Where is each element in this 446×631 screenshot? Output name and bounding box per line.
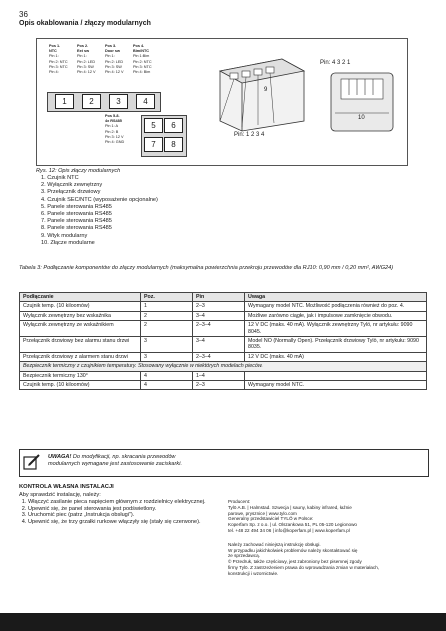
- table-row: Czujnik temp. (10 kiloomów) 4 2–3 Wymagany model NTC.: [20, 381, 427, 390]
- pin-description-pos1: Pos 1. NTC Pin 1: Pin 2: NTC Pin 3: NTC Pin 4:: [49, 44, 68, 75]
- list-item: 7. Panele sterowania RS485: [41, 218, 112, 225]
- pin-description-rs485: Pos 5-8. 4x RS485 Pin 1: A Pin 2: B Pin 3: 12 V Pin 4: GND: [105, 114, 125, 145]
- producer-info: Producent: Tylö A.B. | Halmstad. Szwecja | sauny, kabiny infrared, łaźnie parowe, prysznice | www.tylo.com Generalny przedstawiciel TYLÖ w Polsce: Koperfam Sp. z o.o. | ul. Olszankowa 51, PL 05-120 Legionowo tel. +48 22 494 34 06 | info@koperfam.pl | www.koperfam.pl Należy zachować niniejszą instrukcję obsługi. W przypadku jakichkolwiek problemów należy skontaktować się ze sprzedawcą. © Przedruk, także częściowy, jest zabroniony bez pisemnej zgody firmy Tylö. Z zastrzeżeniem prawa do wprowadzania zmian w materiałach, konstrukcji i wzornictwie.: [228, 499, 380, 576]
- connector-label-2: 2: [82, 94, 101, 109]
- column-header: Poz.: [141, 293, 193, 302]
- table-note-row: Bezpiecznik termiczny z czujnikiem temperatury. Stosowany wyłącznie w niektórych modelach pieców.: [20, 362, 427, 371]
- list-item: 5. Panele sterowania RS485: [41, 203, 112, 210]
- connector-label-7: 7: [144, 137, 163, 152]
- warning-text: UWAGA! Do modyfikacji, np. skracania przewodów modularnych wymagane jest zastosowanie zaciskarki.: [48, 454, 182, 467]
- pin-description-pos2: Pos 2. Ext sw Pin 1: Pin 2: LED Pin 3: SW Pin 4: 12 V: [77, 44, 96, 75]
- jack-pin-order: Pin: 4 3 2 1: [320, 60, 351, 66]
- warning-box: [19, 449, 429, 477]
- installation-check: [19, 492, 214, 526]
- list-item: 6. Panele sterowania RS485: [41, 211, 112, 218]
- page-header: Opis okablowania / złączy modularnych: [19, 20, 151, 27]
- list-item: 8. Panele sterowania RS485: [41, 225, 112, 232]
- list-item: 3. Uruchomić piec (patrz „Instrukcja obsługi”).: [28, 512, 214, 519]
- table-row: Czujnik temp. (10 kiloomów) 1 2–3 Wymagany model NTC. Możliwość podłączenia również do poz. 4.: [20, 302, 427, 311]
- list-item: 2. Upewnić się, że panel sterowania jest podświetlony.: [28, 506, 214, 513]
- page-number: 36: [19, 10, 28, 19]
- list-item: 2. Wyłącznik zewnętrzny: [41, 182, 103, 189]
- table-row: Bezpiecznik termiczny 130° 4 1–4: [20, 371, 427, 380]
- table-header-row: [20, 293, 427, 302]
- connector-label-3: 3: [109, 94, 128, 109]
- connector-label-1: 1: [55, 94, 74, 109]
- list-item: 1. Włączyć zasilanie pieca napięciem głównym z rozdzielnicy elektrycznej.: [28, 499, 214, 506]
- modular-connector-figure: [36, 38, 408, 166]
- column-header: Uwaga: [245, 293, 427, 302]
- list-item: 3. Przełącznik drzwiowy: [41, 189, 101, 196]
- plug-label-9: 9: [264, 87, 268, 93]
- page-footer-bar: [0, 613, 446, 631]
- edit-warning-icon: [23, 454, 41, 470]
- column-header: Podłączanie: [20, 293, 141, 302]
- connector-label-8: 8: [164, 137, 183, 152]
- modular-jack-drawing: [327, 69, 399, 139]
- pin-description-pos4: Pos 4. Bim/NTC Pin 1:Bim Pin 2: NTC Pin 3: NTC Pin 4: Bim: [133, 44, 152, 75]
- pin-description-pos3: Pos 3. Door sw Pin 1: Pin 2: LED Pin 3: SW Pin 4: 12 V: [105, 44, 124, 75]
- plug-pin-order: Pin: 1 2 3 4: [234, 132, 265, 138]
- figure-caption: Rys. 12: Opis złączy modularnych: [36, 168, 121, 174]
- column-header: Pin: [193, 293, 245, 302]
- intro-text: Aby sprawdzić instalację, należy:: [19, 492, 101, 498]
- table-row: Przełącznik drzwiowy bez alarmu stanu drzwi 3 3–4 Model NO (Normally Open). Przełącznik drzwiowy Tylö, nr artykułu: 9090 8035.: [20, 337, 427, 353]
- list-item: 4. Czujnik SEC/NTC (wyposażenie opcjonalne): [41, 196, 158, 203]
- list-item: 1. Czujnik NTC: [41, 175, 79, 181]
- list-item: 4. Upewnić się, że trzy grzałki rurkowe włączyły się (stały się czerwone).: [28, 519, 214, 526]
- modular-plug-drawing: [212, 51, 312, 133]
- table-row: Przełącznik drzwiowy z alarmem stanu drzwi 3 2–3–4 12 V DC (maks. 40 mA): [20, 352, 427, 361]
- connection-table: [19, 292, 427, 390]
- figure-legend-list: [41, 175, 158, 247]
- connector-label-4: 4: [136, 94, 155, 109]
- list-item: 10. Złącze modularne: [41, 239, 95, 246]
- section-heading: KONTROLA WŁASNA INSTALACJI: [19, 484, 114, 490]
- table-caption: Tabela 3: Podłączanie komponentów do złączy modularnych (maksymalna powierzchnia przekroju przewodów dla RJ10: 0,90 mm / 0,20 mm², AWG24): [19, 265, 394, 271]
- table-row: Wyłącznik zewnętrzny bez wskaźnika 2 3–4 Możliwe zarówno ciągłe, jak i impulsowe zamknięcie obwodu.: [20, 311, 427, 320]
- table-row: Wyłącznik zewnętrzny ze wskaźnikiem 2 2–3–4 12 V DC (maks. 40 mA). Wyłącznik zewnętrzny Tylö, nr artykułu: 9090 8045.: [20, 321, 427, 337]
- list-item: 9. Wtyk modularny: [41, 232, 88, 239]
- check-steps: [19, 499, 214, 526]
- connector-label-6: 6: [164, 118, 183, 133]
- connector-label-5: 5: [144, 118, 163, 133]
- jack-label-10: 10: [358, 115, 365, 121]
